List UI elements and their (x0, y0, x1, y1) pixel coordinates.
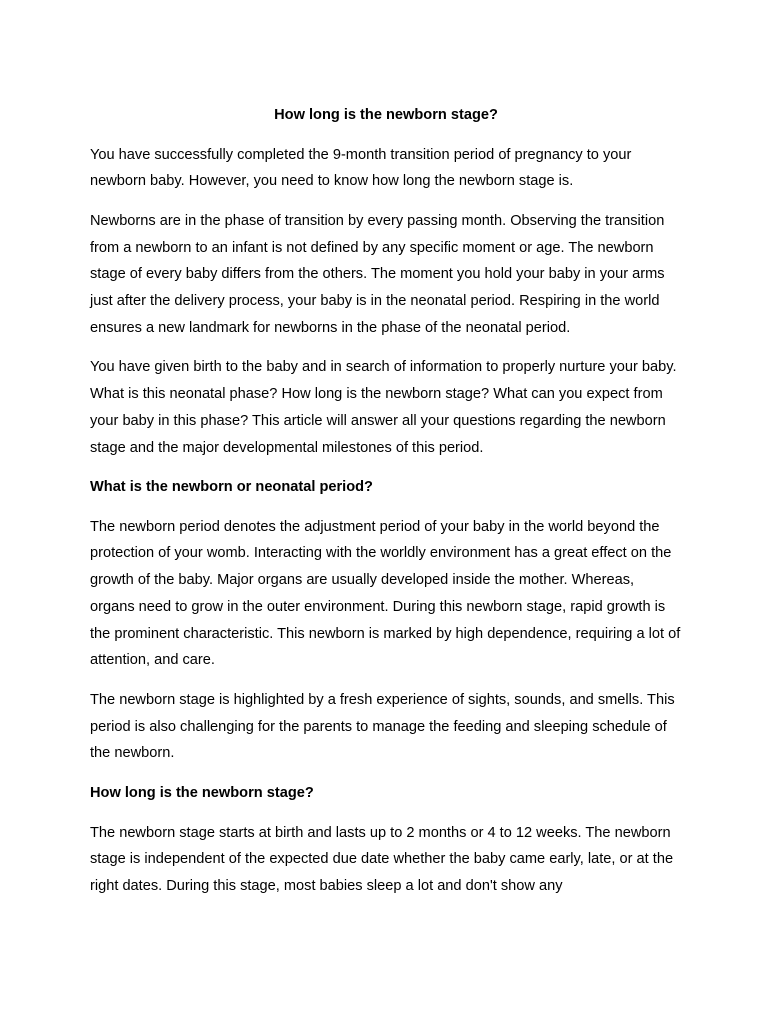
intro-paragraph-2: Newborns are in the phase of transition by every passing month. Observing the transition from a newborn to an infant is not defined by any specific moment or age. The newborn stage of every baby differs from the others. The moment you hold your baby in your arms just after the delivery process, your baby is in the neonatal period. Respiring in the world ensures a new landmark for newborns in the phase of the neonatal period. (90, 212, 665, 336)
section-heading-newborn-duration: How long is the newborn stage? (90, 785, 314, 802)
neonatal-paragraph-1: The newborn period denotes the adjustment period of your baby in the world beyond the protection of your womb. Interacting with the worldly environment has a great effect on the growth of the baby. Major organs are usually developed inside the mother. Whereas, organs need to grow in the outer environment. During this newborn stage, rapid growth is the prominent characteristic. This newborn is marked by high dependence, requiring a lot of attention, and care. (90, 518, 681, 669)
intro-paragraph-3: You have given birth to the baby and in search of information to properly nurture your baby. What is this neonatal phase? How long is the newborn stage? What can you expect from your baby in this phase? This article will answer all your questions regarding the newborn stage and the major developmental milestones of this period. (90, 359, 677, 456)
intro-paragraph-1: You have successfully completed the 9-month transition period of pregnancy to your newborn baby. However, you need to know how long the newborn stage is. (90, 146, 632, 190)
section-heading-neonatal-period: What is the newborn or neonatal period? (90, 479, 373, 496)
document-body (90, 102, 682, 913)
document-title: How long is the newborn stage? (274, 107, 498, 123)
duration-paragraph-1: The newborn stage starts at birth and lasts up to 2 months or 4 to 12 weeks. The newborn stage is independent of the expected due date whether the baby came early, late, or at the right dates. During this stage, most babies sleep a lot and don't show any (90, 824, 674, 894)
neonatal-paragraph-2: The newborn stage is highlighted by a fresh experience of sights, sounds, and smells. This period is also challenging for the parents to manage the feeding and sleeping schedule of the newborn. (90, 691, 675, 762)
